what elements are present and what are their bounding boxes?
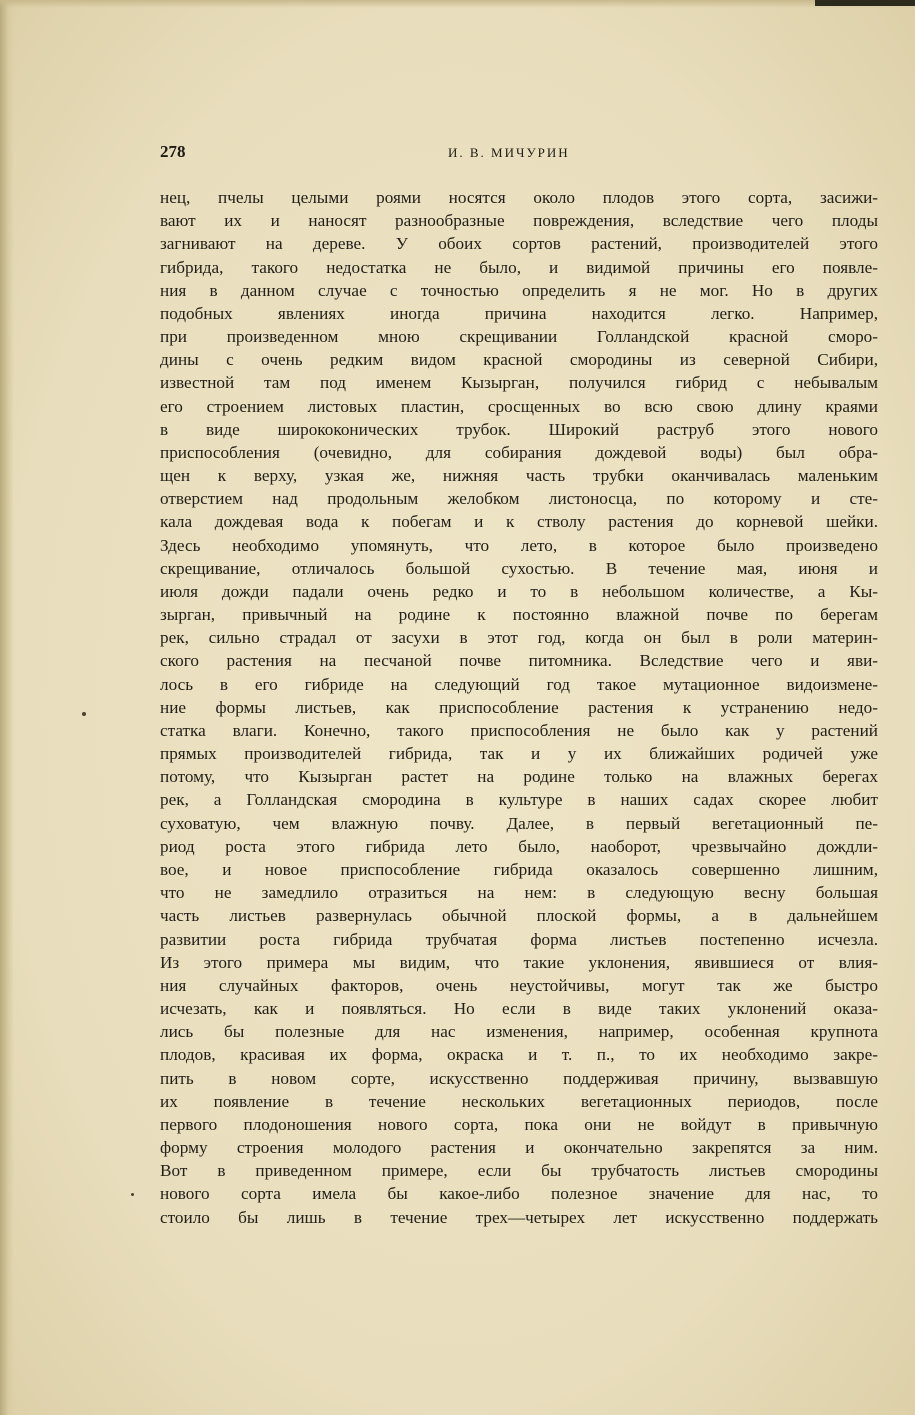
text-line: рек, а Голландская смородина в культуре в наших садах скорее любит	[160, 790, 878, 810]
text-line: ния в данном случае с точностью определить я не мог. Но в других	[160, 280, 878, 300]
text-line: нец, пчелы целыми роями носятся около плодов этого сорта, засижи-	[160, 188, 878, 207]
text-line: вое, и новое приспособление гибрида оказалось совершенно лишним,	[160, 859, 878, 879]
text-line: известной там под именем Кызырган, получился гибрид с небывалым	[160, 373, 878, 393]
running-head: И. В. МИЧУРИН	[448, 145, 570, 160]
text-line: скрещивание, отличалось большой сухостью. В течение мая, июня и	[160, 558, 878, 578]
text-line: что не замедлило отразиться на нем: в следующую весну большая	[160, 883, 878, 903]
scan-corner-mark	[815, 0, 915, 6]
text-line: развитии роста гибрида трубчатая форма листьев постепенно исчезла.	[160, 929, 878, 949]
text-line: часть листьев развернулась обычной плоской формы, а в дальнейшем	[160, 906, 878, 926]
ink-speck	[82, 712, 86, 716]
text-line: первого плодоношения нового сорта, пока они не войдут в привычную	[160, 1114, 878, 1134]
text-line: плодов, красивая их форма, окраска и т. п., то их необходимо закре-	[160, 1045, 878, 1065]
body-text	[160, 186, 878, 1229]
text-line: июля дожди падали очень редко и то в небольшом количестве, а Кы-	[160, 581, 878, 601]
page-number: 278	[160, 142, 186, 161]
text-line: зырган, привычный на родине к постоянно влажной почве по берегам	[160, 605, 878, 625]
text-line: лись бы полезные для нас изменения, например, особенная крупнота	[160, 1022, 878, 1042]
text-line: загнивают на дереве. У обоих сортов растений, производителей этого	[160, 234, 878, 254]
text-line: форму строения молодого растения и окончательно закрепятся за ним.	[160, 1138, 878, 1158]
text-line: суховатую, чем влажную почву. Далее, в первый вегетационный пе-	[160, 813, 878, 833]
text-line: вают их и наносят разнообразные повреждения, вследствие чего плоды	[160, 211, 878, 231]
page-top-shadow	[0, 0, 915, 8]
text-line: ского растения на песчаной почве питомника. Вследствие чего и яви-	[160, 651, 878, 671]
text-line: статка влаги. Конечно, такого приспособления не было как у растений	[160, 720, 878, 740]
ink-speck	[131, 1193, 134, 1196]
text-line: лось в его гибриде на следующий год такое мутационное видоизмене-	[160, 674, 878, 694]
text-line: Вот в приведенном примере, если бы трубчатость листьев смородины	[160, 1161, 878, 1181]
text-line: их появление в течение нескольких вегетационных периодов, после	[160, 1091, 878, 1111]
page-header	[160, 142, 878, 166]
text-line: нового сорта имела бы какое-либо полезное значение для нас, то	[160, 1184, 878, 1204]
text-line: дины с очень редким видом красной смородины из северной Сибири,	[160, 350, 878, 370]
text-line: пить в новом сорте, искусственно поддерживая причину, вызвавшую	[160, 1068, 878, 1088]
text-line: прямых производителей гибрида, так и у их ближайших родичей уже	[160, 744, 878, 764]
text-line: ние формы листьев, как приспособление растения к устранению недо-	[160, 697, 878, 717]
text-line: отверстием над продольным желобком листоносца, по которому и сте-	[160, 489, 878, 509]
text-line: рек, сильно страдал от засухи в этот год, когда он был в роли материн-	[160, 628, 878, 648]
page-gutter-shadow	[0, 0, 14, 1415]
text-line: подобных явлениях иногда причина находится легко. Например,	[160, 303, 878, 323]
text-line: исчезать, как и появляться. Но если в виде таких уклонений оказа-	[160, 999, 878, 1019]
text-line: ния случайных факторов, очень неустойчивы, могут так же быстро	[160, 975, 878, 995]
text-line: щен к верху, узкая же, нижняя часть трубки оканчивалась маленьким	[160, 466, 878, 486]
text-line: стоило бы лишь в течение трех—четырех лет искусственно поддержать	[160, 1207, 878, 1227]
text-line: потому, что Кызырган растет на родине только на влажных берегах	[160, 767, 878, 787]
text-line: при произведенном мною скрещивании Голландской красной сморо-	[160, 327, 878, 347]
text-line: приспособления (очевидно, для собирания дождевой воды) был обра-	[160, 442, 878, 462]
text-line: Из этого примера мы видим, что такие уклонения, явившиеся от влия-	[160, 952, 878, 972]
text-line: в виде ширококонических трубок. Широкий раструб этого нового	[160, 419, 878, 439]
text-line: риод роста этого гибрида лето было, наоборот, чрезвычайно дождли-	[160, 836, 878, 856]
text-line: гибрида, такого недостатка не было, и видимой причины его появле-	[160, 257, 878, 277]
text-line: кала дождевая вода к побегам и к стволу растения до корневой шейки.	[160, 512, 878, 532]
text-line: его строением листовых пластин, сросщенных во всю свою длину краями	[160, 396, 878, 416]
text-line: Здесь необходимо упомянуть, что лето, в которое было произведено	[160, 535, 878, 555]
